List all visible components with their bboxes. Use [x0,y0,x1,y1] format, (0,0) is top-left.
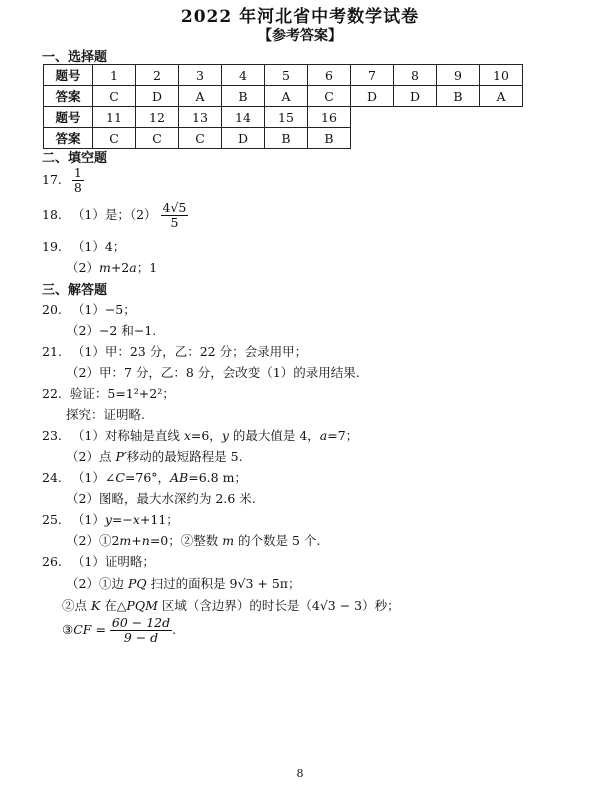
question-number: 25. [42,512,62,527]
fraction: $\frac{1}{8}$ [73,165,82,195]
question-number: 20. [42,302,62,317]
page-title: 2022 年河北省中考数学试卷 [180,7,420,27]
answer-23-2: （2）点 P′移动的最短路程是 5. [66,449,243,464]
answer-19-2: （2）m+2a；1 [66,260,158,275]
table-cell: D [351,86,394,107]
page-subtitle: 【参考答案】 [258,28,342,44]
answer-26-1: 26. （1）证明略； [42,554,155,569]
question-number: 18. [42,206,62,222]
question-number: 23. [42,428,62,443]
table-cell: A [265,86,308,107]
answer-19-1: 19. （1）4； [42,239,126,254]
table-cell: C [93,86,136,107]
answer-25-1: 25. （1）y=−x+11； [42,512,179,527]
answer-20-1: 20. （1）−5； [42,302,136,317]
question-number: 24. [42,470,62,485]
table-cell: 2 [136,65,179,86]
table-cell: B [265,128,308,149]
question-number: 21. [42,344,62,359]
table-header-cell: 题号 [44,107,93,128]
table-cell: C [93,128,136,149]
question-number: 26. [42,554,62,569]
table-cell: 10 [480,65,523,86]
table-header-cell: 答案 [44,128,93,149]
table-cell: 4 [222,65,265,86]
table-cell: C [136,128,179,149]
answer-18: 18. （1）是；（2） $\frac{4√5}{5}$ [42,200,187,230]
question-number: 17. [42,171,62,187]
section-fill-blank: 二、填空题 [42,151,108,166]
answer-24-1: 24. （1）∠C=76°，AB=6.8 m； [42,470,247,485]
table-cell: A [179,86,222,107]
answer-table [43,64,523,149]
table-row [44,86,523,107]
answer-24-2: （2）图略，最大水深约为 2.6 米. [66,491,256,506]
table-row [44,107,523,128]
table-cell: 8 [394,65,437,86]
table-cell: B [308,128,351,149]
section-choice: 一、选择题 [42,50,108,65]
answer-26-2: （2）①边 PQ 扫过的面积是 9√3 + 5π； [66,576,301,591]
table-cell: 1 [93,65,136,86]
table-cell: 13 [179,107,222,128]
table-cell: 5 [265,65,308,86]
table-header-cell: 答案 [44,86,93,107]
answer-22-1: 22. 验证：5=1²+2²； [42,386,175,401]
table-cell: 11 [93,107,136,128]
answer-20-2: （2）−2 和−1. [66,323,157,338]
table-cell: 3 [179,65,222,86]
answer-21-1: 21. （1）甲：23 分，乙：22 分；会录用甲； [42,344,308,359]
question-number: 19. [42,239,62,254]
table-cell: 12 [136,107,179,128]
answer-22-2: 探究：证明略. [66,407,145,422]
table-cell: 16 [308,107,351,128]
answer-25-2: （2）①2m+n=0；②整数 m 的个数是 5 个. [66,533,321,548]
table-cell: 14 [222,107,265,128]
table-cell: B [437,86,480,107]
page-number: 8 [296,767,304,780]
table-header-cell: 题号 [44,65,93,86]
answer-17 [42,166,84,195]
table-cell: D [222,128,265,149]
answer-21-2: （2）甲：7 分，乙：8 分，会改变（1）的录用结果. [66,365,360,380]
table-row [44,128,523,149]
table-cell: 6 [308,65,351,86]
answer-26-3: ②点 K 在△PQM 区域（含边界）的时长是（4√3 − 3）秒； [62,598,400,613]
fraction: $\frac{60 - 12d}{9 - d}$ [111,615,171,645]
answer-26-4: ③CF = $\frac{60 - 12d}{9 - d}$ . [62,615,177,645]
table-cell: A [480,86,523,107]
section-solution: 三、解答题 [42,283,108,298]
table-cell: 9 [437,65,480,86]
table-cell: 15 [265,107,308,128]
table-row [44,65,523,86]
table-cell: 7 [351,65,394,86]
table-cell: D [136,86,179,107]
table-cell: C [179,128,222,149]
table-cell: C [308,86,351,107]
table-cell: D [394,86,437,107]
table-cell: B [222,86,265,107]
fraction: $\frac{4√5}{5}$ [162,200,187,230]
question-number: 22. [42,386,62,401]
answer-23-1: 23. （1）对称轴是直线 x=6，y 的最大值是 4，a=7； [42,428,359,443]
